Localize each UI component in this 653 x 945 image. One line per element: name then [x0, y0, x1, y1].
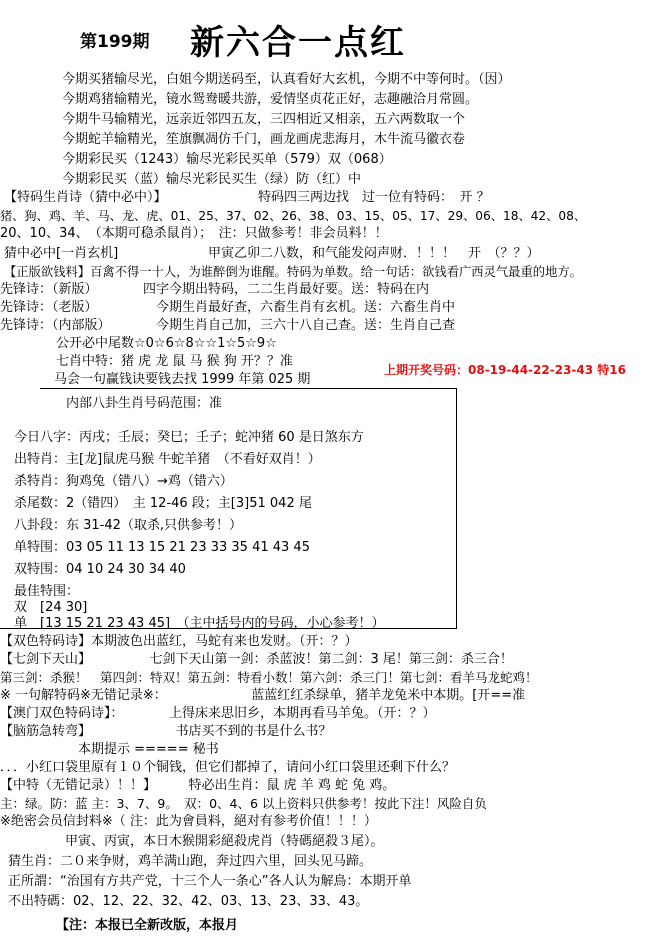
inner-row: 今日八字：丙戌；壬辰；癸巳；壬子；蛇冲猪 60 是日煞东方 [14, 430, 364, 445]
poem-line: 今期牛马输精光，远亲近邻四五友，三四相近又相亲，五六两数取一个 [62, 112, 466, 127]
inner-row: 单特围：03 05 11 13 15 21 23 33 35 41 43 45 [14, 540, 310, 555]
section-line: 先锋诗：（内部版） 今期生肖自己加，三六十八自己查。送：生肖自己查 [0, 318, 456, 333]
issue-number: 第199期 [80, 32, 150, 52]
bottom-line: ．．．小红口袋里原有１０个铜钱，但它们都掉了，请问小红口袋里还剩下什么？ [0, 760, 456, 775]
bottom-line: 不出特碼：02、12、22、32、42、03、13、23、33、43。 [8, 894, 369, 909]
seven-zodiac: 七肖中特：猪 虎 龙 鼠 马 猴 狗 开？？准 [56, 354, 293, 369]
bottom-line: 【脑筋急转弯】 书店买不到的书是什么书？ [0, 724, 332, 739]
poem-line: 今期彩民买（1243）输尽光彩民买单（579）双（068） [62, 152, 392, 167]
poem-line: 今期蛇羊输精光，笙旗飘凋仿千门，画龙画虎悲海月，木牛流马徽衣卷 [62, 132, 466, 147]
bottom-line: 第三剑：杀猴！ 第四剑：特双！第五剑：特看小数！第六剑：杀三门！第七剑：看羊马龙蛇鸡！ [0, 670, 538, 685]
poem-line: 今期买猪输尽光，白姐今期送码至，认真看好大玄机，今期不中等何时。（因） [62, 72, 511, 87]
bottom-line: 甲寅、丙寅，本日木猴開彩絕殺虎肖（特碼絕殺３尾）。 [0, 834, 384, 849]
bottom-line: 【七剑下天山】 七剑下天山第一剑：杀蓝波！第二剑：3 尾！第三剑：杀三合！ [0, 652, 513, 667]
footer-note: 【注：本报已全新改版，本报月 [56, 918, 239, 933]
section-heading: 【特码生肖诗（猜中必中）】 [4, 190, 167, 205]
inner-row: 八卦段：东 31-42（取杀,只供参考！） [14, 518, 243, 533]
poem-line: 今期彩民买（蓝）输尽光彩民买生（绿）防（红）中 [62, 172, 362, 187]
section-line: 先锋诗：（新版） 四字今期出特码，二二生肖最好要。送：特码在内 [0, 282, 430, 297]
bottom-line: 正所謂：“治国有方共产党，十三个人一条心”各人认为解鳥：本期开单 [8, 874, 412, 889]
bottom-line: 【中特（无错记录）！！】 特必出生肖：鼠 虎 羊 鸡 蛇 兔 鸡。 [0, 778, 396, 793]
last-draw: 上期开奖号码：08-19-44-22-23-43 特16 [384, 363, 626, 377]
bottom-line: 猜生肖：二０来争财，鸡羊满山跑，奔过四六里，回头见马蹄。 [8, 854, 373, 869]
inner-row: 出特肖：主[龙]鼠虎马猴 牛蛇羊猪 （不看好双肖！） [14, 452, 321, 467]
tail-numbers: 公开必中尾数☆0☆6☆8☆☆1☆5☆9☆ [56, 336, 277, 351]
horse-line: 马会一句赢钱诀要钱去找 1999 年第 025 期 [54, 372, 311, 387]
poem-line: 今期鸡猪输精光，镜水鸳鸯暖共游，爱情坚贞花正好，志趣融洽月常圆。 [62, 92, 479, 107]
section-note: 特码四三两边找 过一位有特码： 开 ？ [258, 190, 490, 205]
page-title: 新六合一点红 [190, 23, 406, 63]
guess-text: 甲寅乙卯二八数，和气能发闷声财．！！！ 开 （？？） [208, 246, 540, 261]
inner-row: 杀尾数：2（错四） 主 12-46 段；主[3]51 042 尾 [14, 496, 312, 511]
bottom-line: 【双色特码诗】本期波色出蓝红，马蛇有来也发财。（开：？） [0, 634, 358, 649]
bottom-line: 【澳门双色特码诗】： 上得床来思旧乡，本期再看马羊兔。（开：？） [0, 706, 436, 721]
inner-row: 杀特肖：狗鸡兔（错八）→鸡（错六） [14, 474, 233, 489]
inner-row: 单 [13 15 21 23 43 45] （主中括号内的号码，小心参考！） [14, 616, 385, 631]
inner-row: 双 [24 30] [14, 600, 88, 615]
bottom-line: 本期提示 ===== 秘书 [0, 742, 219, 757]
section-line: 先锋诗：（老版） 今期生肖最好查，六畜生肖有玄机。送：六畜生肖中 [0, 300, 456, 315]
bottom-line: ※ 一句解特码※无错记录※： 蓝蓝红红杀绿单，猪羊龙兔米中本期。[开==准 [0, 688, 526, 703]
numbers-line: 猪、狗、鸡、羊、马、龙、虎、01、25、37、02、26、38、03、15、05、17、29、06、18、42、08、 [0, 209, 587, 223]
inner-title: 内部八卦生肖号码范围：准 [66, 396, 223, 411]
bottom-line: 主：绿。防：蓝 主：3、7、9。 双：0、4、6 以上资料只供参考！按此下注！风险自负 [0, 796, 487, 811]
inner-row: 双特围：04 10 24 30 34 40 [14, 562, 186, 577]
numbers-line: 20、10、34、 （本期可稳杀鼠肖）； 注：只做参考！非会员料！！ [0, 226, 388, 241]
inner-row: 最佳特围： [14, 584, 80, 599]
bottom-line: ※绝密会员信封料※（ 注：此为會員料，絕对有参考价值！！！） [0, 814, 377, 829]
section-line: 【正版欲钱料】百禽不得一十人，为谁醉倒为谁醒。特码为单数。给一句话：欲钱看广西灵气最重的地方。 [4, 265, 582, 279]
guess-label: 猜中必中[一肖玄机] [4, 246, 119, 261]
